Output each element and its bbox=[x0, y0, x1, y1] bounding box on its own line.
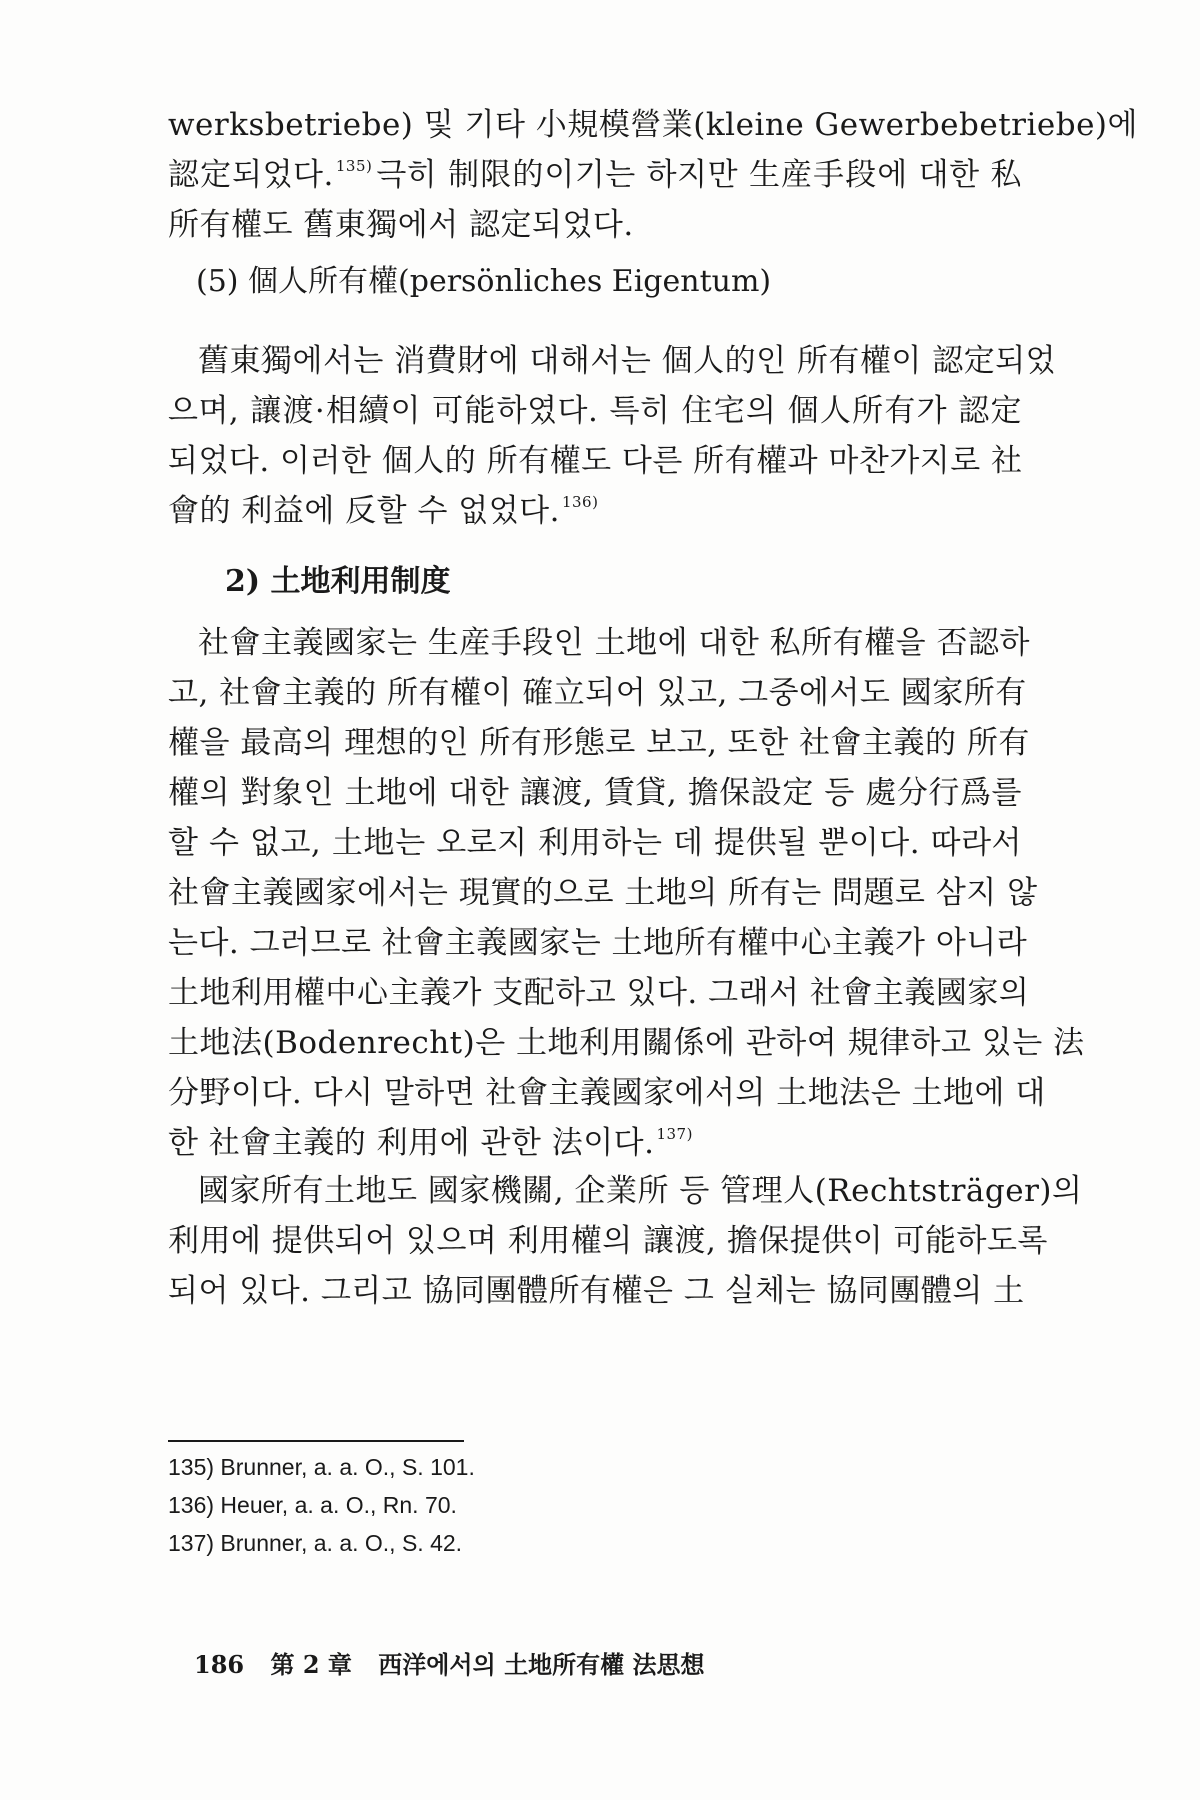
text-segment: 극히 制限的이기는 하지만 生産手段에 대한 私 bbox=[376, 157, 1022, 193]
text-line: 되어 있다. 그리고 協同團體所有權은 그 실체는 協同團體의 土 bbox=[168, 1273, 1025, 1309]
text-line bbox=[168, 1118, 1022, 1168]
footnotes bbox=[168, 1448, 475, 1562]
paragraph-personal-ownership bbox=[168, 336, 1057, 536]
text-line: 土地法(Bodenrecht)은 土地利用關係에 관하여 規律하고 있는 法 bbox=[168, 1025, 1085, 1061]
text-line: 利用에 提供되어 있으며 利用權의 讓渡, 擔保提供이 可能하도록 bbox=[168, 1223, 1048, 1259]
paragraph-state-land bbox=[168, 1166, 1083, 1316]
footnote-divider bbox=[168, 1440, 464, 1442]
text-line: 는다. 그러므로 社會主義國家는 土地所有權中心主義가 아니라 bbox=[168, 925, 1028, 961]
text-line: 고, 社會主義的 所有權이 確立되어 있고, 그중에서도 國家所有 bbox=[168, 675, 1027, 711]
footnote-ref-136: 136) bbox=[561, 493, 599, 511]
text-line: 舊東獨에서는 消費財에 대해서는 個人的인 所有權이 認定되었 bbox=[198, 343, 1057, 379]
paragraph-land-use bbox=[168, 618, 1085, 1168]
text-line: 社會主義國家는 生産手段인 土地에 대한 私所有權을 否認하 bbox=[198, 625, 1030, 661]
text-line: 土地利用權中心主義가 支配하고 있다. 그래서 社會主義國家의 bbox=[168, 975, 1030, 1011]
footnote-135: 135) Brunner, a. a. O., S. 101. bbox=[168, 1454, 475, 1480]
text-line: 社會主義國家에서는 現實的으로 土地의 所有는 問題로 삼지 않 bbox=[168, 875, 1038, 911]
text-line: 權의 對象인 土地에 대한 讓渡, 賃貸, 擔保設定 등 處分行爲를 bbox=[168, 775, 1022, 811]
text-segment: 認定되었다. bbox=[168, 157, 334, 193]
text-line: 所有權도 舊東獨에서 認定되었다. bbox=[168, 207, 634, 243]
chapter-title: 西洋에서의 土地所有權 法思想 bbox=[378, 1650, 705, 1679]
text-line: werksbetriebe) 및 기타 小規模營業(kleine Gewerbebetriebe)에 bbox=[168, 107, 1138, 143]
text-line: 되었다. 이러한 個人的 所有權도 다른 所有權과 마찬가지로 社 bbox=[168, 443, 1023, 479]
text-line bbox=[168, 486, 1022, 536]
page-number: 186 bbox=[194, 1650, 245, 1679]
text-line: 國家所有土地도 國家機關, 企業所 등 管理人(Rechtsträger)의 bbox=[198, 1173, 1083, 1209]
text-line: 으며, 讓渡·相續이 可能하였다. 특히 住宅의 個人所有가 認定 bbox=[168, 393, 1022, 429]
page-footer bbox=[194, 1645, 723, 1680]
footnote-137: 137) Brunner, a. a. O., S. 42. bbox=[168, 1530, 463, 1556]
section-heading-5: (5) 個人所有權(persönliches Eigentum) bbox=[196, 264, 772, 299]
footnote-ref-135: 135) bbox=[335, 157, 373, 175]
text-line: 權을 最高의 理想的인 所有形態로 보고, 또한 社會主義的 所有 bbox=[168, 725, 1030, 761]
paragraph-continued bbox=[168, 100, 1138, 250]
text-line: 分野이다. 다시 말하면 社會主義國家에서의 土地法은 土地에 대 bbox=[168, 1075, 1046, 1111]
text-segment: 한 社會主義的 利用에 관한 法이다. bbox=[168, 1125, 655, 1161]
text-line: 할 수 없고, 土地는 오로지 利用하는 데 提供될 뿐이다. 따라서 bbox=[168, 825, 1022, 861]
footnote-136: 136) Heuer, a. a. O., Rn. 70. bbox=[168, 1492, 457, 1518]
chapter-label: 第 2 章 bbox=[270, 1650, 352, 1679]
section-heading-land-use: 2) 土地利用制度 bbox=[225, 564, 451, 599]
text-segment: 會的 利益에 反할 수 없었다. bbox=[168, 493, 560, 529]
text-line bbox=[168, 150, 1022, 200]
footnote-ref-137: 137) bbox=[656, 1125, 693, 1143]
